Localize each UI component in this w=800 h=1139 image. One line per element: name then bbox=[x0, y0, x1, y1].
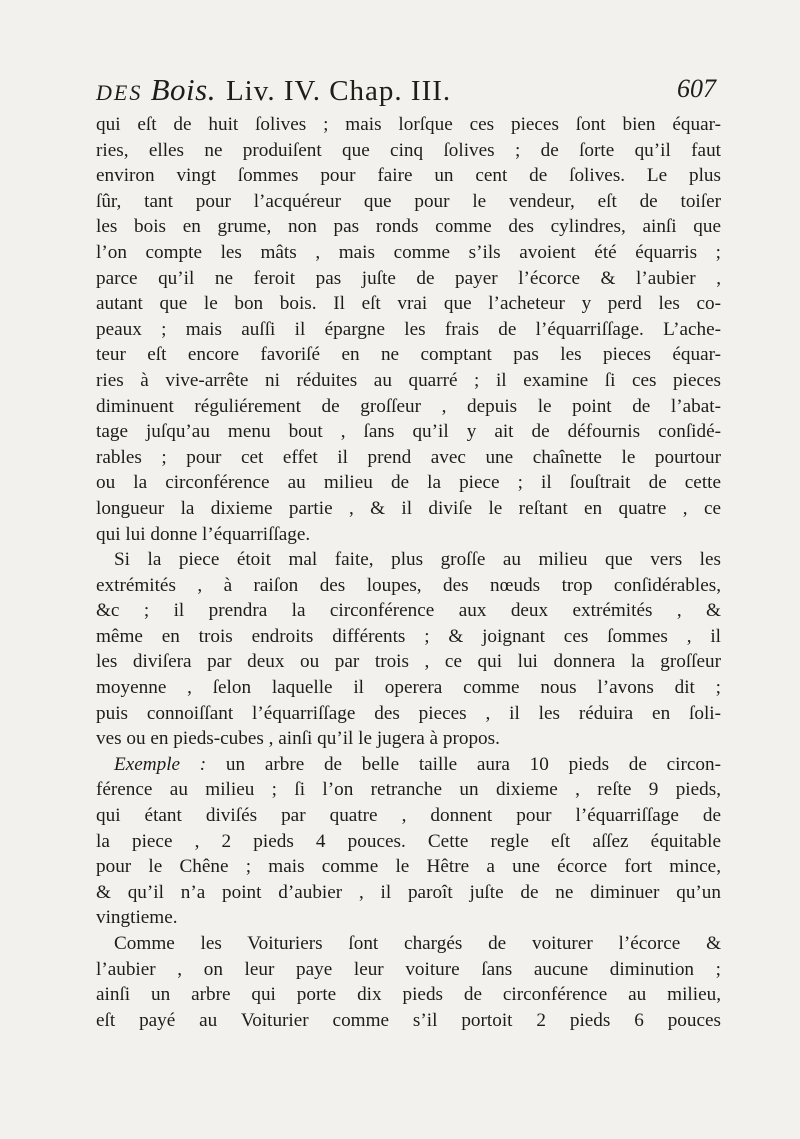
text-line: l’on compte les mâts , mais comme s’ils avoient été équarris ; bbox=[96, 241, 721, 263]
text-line: Si la piece étoit mal faite, plus groſſe au milieu que vers les bbox=[114, 549, 721, 571]
text-line: longueur la dixieme partie , & il diviſe le reſtant en quatre , ce bbox=[96, 497, 721, 519]
text-line: ries, elles ne produiſent que cinq ſolives ; de ſorte qu’il faut bbox=[96, 139, 721, 161]
text-line: diminuent réguliérement de groſſeur , depuis le point de l’abat- bbox=[96, 395, 721, 417]
text-line: eſt payé au Voiturier comme s’il portoit 2 pieds 6 pouces bbox=[96, 1009, 721, 1031]
text-line: extrémités , à raiſon des loupes, des nœuds trop conſidérables, bbox=[96, 574, 721, 596]
running-header bbox=[96, 72, 716, 108]
text-line: l’aubier , on leur paye leur voiture ſans aucune diminution ; bbox=[96, 958, 721, 980]
text-line: peaux ; mais auſſi il épargne les frais de l’équarriſſage. L’ache- bbox=[96, 318, 721, 340]
body-text bbox=[96, 112, 721, 1033]
header-title bbox=[96, 72, 216, 107]
text-line: férence au milieu ; ſi l’on retranche un dixieme , reſte 9 pieds, bbox=[96, 779, 721, 801]
text-line: vingtieme. bbox=[96, 907, 178, 929]
text-line: autant que le bon bois. Il eſt vrai que l’acheteur y perd les co- bbox=[96, 293, 721, 315]
text-line: & qu’il n’a point d’aubier , il paroît juſte de ne diminuer qu’un bbox=[96, 881, 721, 903]
text-line: ſûr, tant pour l’acquéreur que pour le vendeur, eſt de toiſer bbox=[96, 190, 721, 212]
text-line: ainſi un arbre qui porte dix pieds de circonférence au milieu, bbox=[96, 984, 721, 1006]
text-line: qui étant diviſés par quatre , donnent pour l’équarriſſage de bbox=[96, 805, 721, 827]
text-line: Comme les Voituriers ſont chargés de voiturer l’écorce & bbox=[114, 933, 721, 954]
text-line: ou la circonférence au milieu de la piece ; il ſouſtrait de cette bbox=[96, 472, 721, 494]
text-line: même en trois endroits différents ; & joignant ces ſommes , il bbox=[96, 625, 721, 647]
text-line bbox=[96, 752, 721, 778]
text-line: moyenne , ſelon laquelle il operera comme nous l’avons dit ; bbox=[96, 677, 721, 699]
text-line: ves ou en pieds-cubes , ainſi qu’il le jugera à propos. bbox=[96, 728, 500, 750]
text-line: rables ; pour cet effet il prend avec une chaînette le pourtour bbox=[96, 446, 721, 468]
page-number: 607 bbox=[677, 74, 716, 103]
text-line: la piece , 2 pieds 4 pouces. Cette regle eſt aſſez équitable bbox=[96, 830, 721, 852]
text-line: ries à vive-arrête ni réduites au quarré ; il examine ſi ces pieces bbox=[96, 369, 721, 391]
text-line: qui eſt de huit ſolives ; mais lorſque ces pieces ſont bien équar- bbox=[96, 114, 721, 135]
text-line: parce qu’il ne feroit pas juſte de payer l’écorce & l’aubier , bbox=[96, 267, 721, 289]
header-title-prefix: DES bbox=[96, 80, 143, 105]
text-line: les bois en grume, non pas ronds comme des cylindres, ainſi que bbox=[96, 216, 721, 238]
text-line: pour le Chêne ; mais comme le Hêtre a une écorce fort mince, bbox=[96, 856, 721, 878]
text-line: teur eſt encore favoriſé en ne comptant pas les pieces équar- bbox=[96, 344, 721, 366]
text-line: puis connoiſſant l’équarriſſage des pieces , il les réduira en ſoli- bbox=[96, 702, 721, 724]
text-line: environ vingt ſommes pour faire un cent de ſolives. Le plus bbox=[96, 165, 721, 187]
text-line: tage juſqu’au menu bout , ſans qu’il y ait de défournis conſidé- bbox=[96, 421, 721, 443]
header-title-main: Bois. bbox=[150, 72, 216, 107]
text-line: les diviſera par deux ou par trois , ce qui lui donnera la groſſeur bbox=[96, 651, 721, 673]
text-line: &c ; il prendra la circonférence aux deux extrémités , & bbox=[96, 600, 721, 622]
example-text: un arbre de belle taille aura 10 pieds de circon- bbox=[206, 753, 721, 775]
header-chapter: Liv. IV. Chap. III. bbox=[225, 75, 452, 107]
example-label: Exemple : bbox=[114, 753, 207, 775]
text-line: qui lui donne l’équarriſſage. bbox=[96, 523, 311, 545]
